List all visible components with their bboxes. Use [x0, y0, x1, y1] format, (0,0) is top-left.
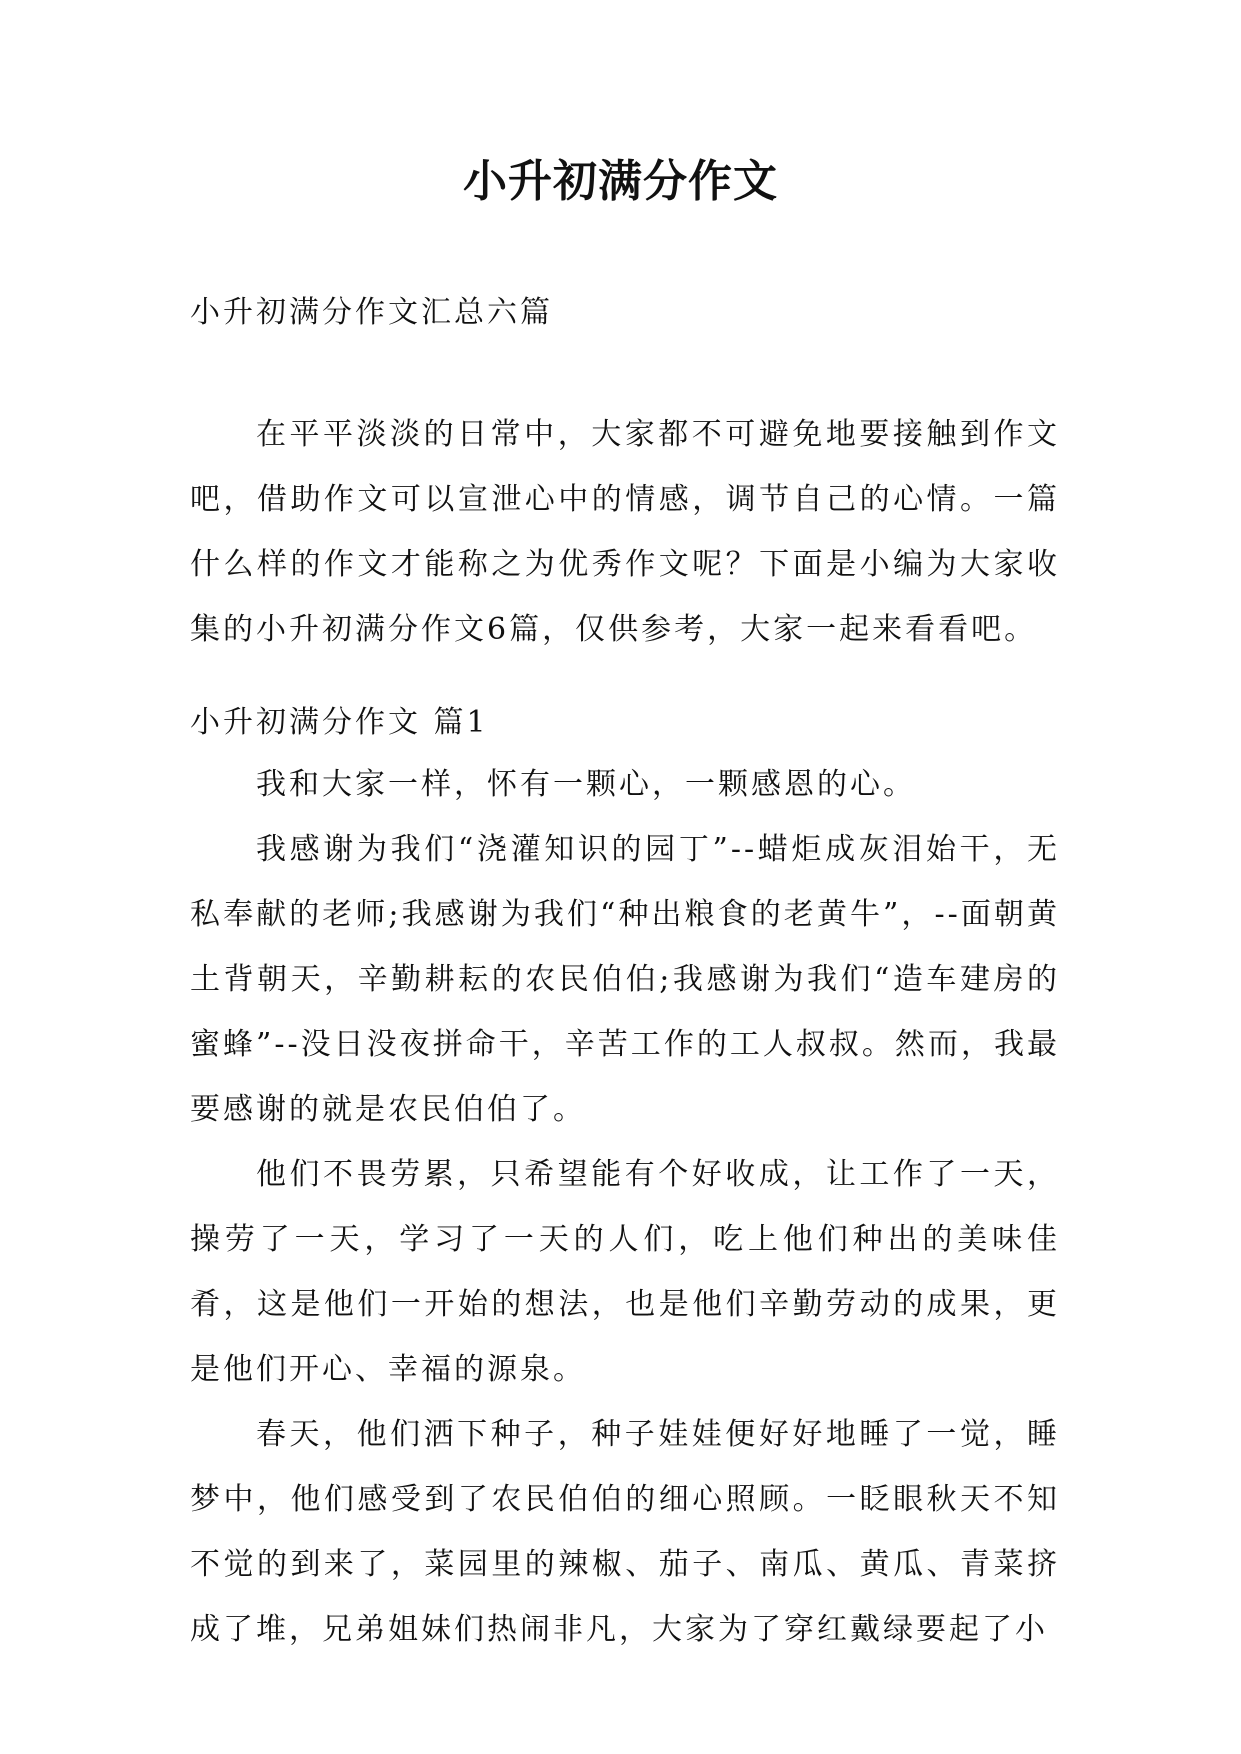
essay-paragraph: 我和大家一样，怀有一颗心，一颗感恩的心。	[256, 767, 916, 802]
section-heading: 小升初满分作文 篇1	[190, 705, 489, 740]
page-title: 小升初满分作文	[463, 156, 778, 207]
essay-paragraph: 我感谢为我们“浇灌知识的园丁”--蜡炬成灰泪始干，无私奉献的老师;我感谢为我们“种出粮食的老黄牛”，--面朝黄土背朝天，辛勤耕耘的农民伯伯;我感谢为我们“造车建房的蜜蜂”--没日没夜拼命干，辛苦工作的工人叔叔。然而，我最要感谢的就是农民伯伯了。	[190, 832, 1060, 1127]
document-subtitle: 小升初满分作文汇总六篇	[190, 295, 553, 330]
essay-paragraph: 春天，他们洒下种子，种子娃娃便好好地睡了一觉，睡梦中，他们感受到了农民伯伯的细心照顾。一眨眼秋天不知不觉的到来了，菜园里的辣椒、茄子、南瓜、黄瓜、青菜挤成了堆，兄弟姐妹们热闹非凡，大家为了穿红戴绿要起了小	[190, 1417, 1060, 1647]
intro-paragraph: 在平平淡淡的日常中，大家都不可避免地要接触到作文吧，借助作文可以宣泄心中的情感，调节自己的心情。一篇什么样的作文才能称之为优秀作文呢？下面是小编为大家收集的小升初满分作文6篇，仅供参考，大家一起来看看吧。	[190, 417, 1060, 647]
intro-block	[190, 402, 1060, 662]
essay-body	[190, 752, 1060, 1662]
essay-paragraph: 他们不畏劳累，只希望能有个好收成，让工作了一天，操劳了一天，学习了一天的人们，吃上他们种出的美味佳肴，这是他们一开始的想法，也是他们辛勤劳动的成果，更是他们开心、幸福的源泉。	[190, 1157, 1060, 1387]
